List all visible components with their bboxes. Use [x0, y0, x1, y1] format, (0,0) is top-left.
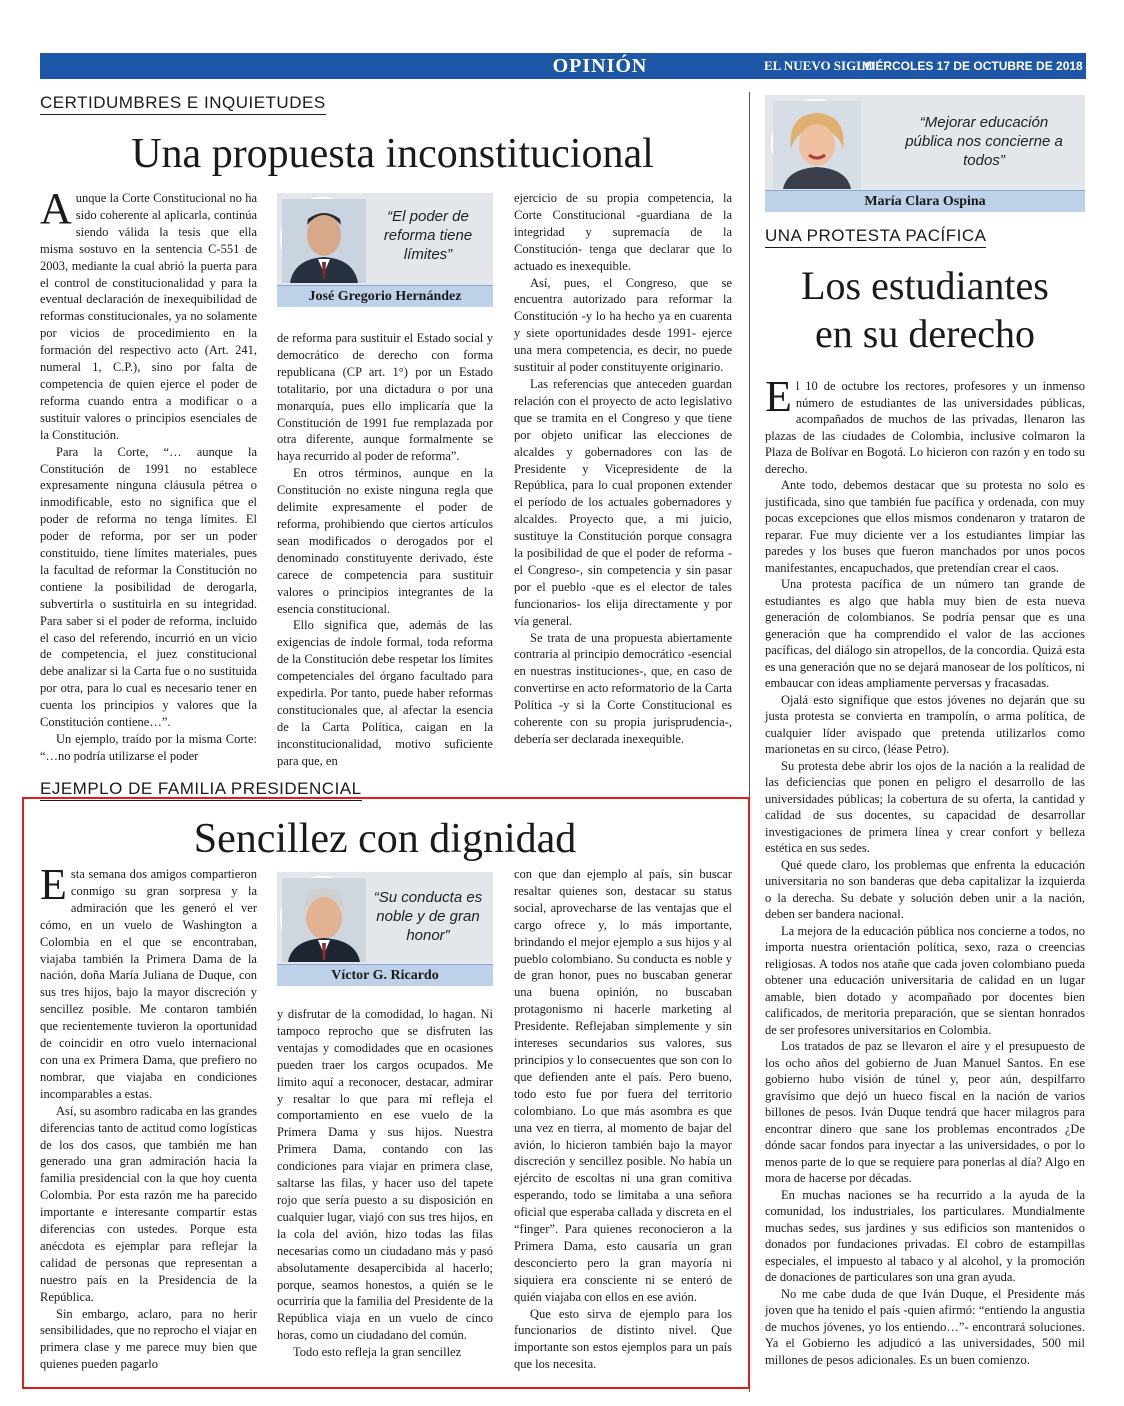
article3-kicker: UNA PROTESTA PACÍFICA [765, 226, 986, 248]
section-title: OPINIÓN [552, 55, 648, 77]
article1-paragraph: En otros términos, aunque en la Constitución no existe ninguna regla que delimite expresamente el poder de reforma, prohibiendo que ciertos artículos sean modificados o derogados por el denominado constituyente derivado, éste carece de competencia para sustituir valores o principios integrantes de la esencia constitucional. [277, 466, 493, 616]
author-name: María Clara Ospina [765, 190, 1085, 212]
article1-paragraph: Aunque la Corte Constitucional no ha sido coherente al aplicarla, continúa siendo válida la tesis que ella misma sostuvo en la sentencia C-551 de 2003, mediante la cual abrió la puerta para el control de constitucionalidad y para la eventual declaración de inexequibilidad de reformas constitucionales, ya no solamente por vicios de procedimiento en la formación del respectivo acto (Art. 241, numeral 1, C.P.), sino por falta de competencia de quien ejerce el poder de reforma cuando entra a modificar o a sustituir valores o principios esenciales de la Constitución. [40, 184, 257, 442]
article2-author-box [277, 872, 493, 986]
article1-column-2 [277, 330, 493, 768]
article2-kicker: EJEMPLO DE FAMILIA PRESIDENCIAL [40, 779, 362, 801]
article3-paragraph: El 10 de octubre los rectores, profesores y un inmenso número de estudiantes de las universidades públicas, acompañados de muchos de las privadas, llenaron las plazas de las ciudades de Colombia, inclusive colmaron la Plaza de Bolívar en Bogotá. Lo hicieron con razón y en todo su derecho. [765, 372, 1085, 476]
article3-paragraph: Qué quede claro, los problemas que enfrenta la educación universitaria no son banderas que deba capitalizar la izquierda o la derecha. Su debate y solución deben unir a la nación, deben ser bandera nacional. [765, 857, 1085, 921]
author-quote: “Mejorar educación pública nos concierne a todos” [905, 114, 1063, 169]
article1-kicker: CERTIDUMBRES E INQUIETUDES [40, 93, 326, 115]
dropcap: E [40, 860, 67, 909]
article1-author-box [277, 193, 493, 307]
article1-paragraph: Se trata de una propuesta abiertamente contraria al principio democrático -esencial en nuestras instituciones-, que, en caso de convertirse en acto reformatorio de la Carta Política -y si la Corte Constitucional es coherente con su propia jurisprudencia-, debería ser declarada inexequible. [514, 630, 732, 746]
newspaper-name: EL NUEVO SIGLO [764, 58, 875, 73]
article1-paragraph: Para la Corte, “… aunque la Constitución de 1991 no establece expresamente ninguna cláusula pétrea o inmodificable, esto no significa que el poder de reforma no tenga límites. El poder de reforma, por ser un poder constituido, tiene límites materiales, pues la facultad de reformar la Constitución no contiene la posibilidad de derogarla, subvertirla o sustituirla en su integridad. Para saber si el poder de reforma, incluido el caso del referendo, incurrió en un vicio de competencia, el juez constitucional debe analizar si la Carta fue o no sustituida por otra, para lo cual es necesario tener en cuenta los principios y valores que la Constitución contiene…”. [40, 444, 257, 730]
article2-column-1 [40, 860, 257, 1378]
article1-title: Una propuesta inconstitucional [131, 131, 654, 177]
issue-date: MIÉRCOLES 17 DE OCTUBRE DE 2018 [862, 59, 1083, 73]
article2-paragraph: Sin embargo, aclaro, para no herir sensibilidades, que no reprocho el viajar en primera clase y me parece muy bien que quienes pueden pagarlo [40, 1306, 257, 1372]
article3-paragraph: No me cabe duda de que Iván Duque, el Presidente más joven que ha tenido el país -quien afirmó: “entiendo la angustia de muchos jóvenes, yo los entiendo…”- encontrará soluciones. Ya el Gobierno les adjudicó a las universidades, 500 mil millones de pesos adicionales. Es un buen comienzo. [765, 1286, 1085, 1367]
article2-paragraph: Todo esto refleja la gran sencillez [293, 1345, 462, 1360]
article2-paragraph: Que esto sirva de ejemplo para los funcionarios de distinto nivel. Que importante son estos ejemplos para un país que los necesita. [514, 1306, 732, 1372]
article1-column-1 [40, 184, 257, 763]
author-portrait-man-icon [280, 197, 364, 281]
article2-column-3 [514, 866, 732, 1378]
article3-paragraph: Ojalá esto signifique que estos jóvenes no dejarán que su justa protesta se convierta en trampolín, o arma política, de cualquier líder avispado que pretenda utilizarlos como marionetas en su circo, (léase Petro). [765, 692, 1085, 756]
article2-paragraph: Así, su asombro radicaba en las grandes diferencias tanto de actitud como logísticas de los dos casos, que también me han generado una gran admiración hacia la familia presidencial con la que hoy cuenta Colombia. Por esta razón me ha parecido importante e interesante compartir estas diferencias con ustedes. Porque esta anécdota es ejemplar para reflejar la calidad de personas que representan a nuestro país en la Presidencia de la República. [40, 1103, 257, 1304]
article3-column [765, 372, 1085, 1378]
article3-paragraph: Una protesta pacífica de un número tan grande de estudiantes es algo que habla muy bien de esta nueva generación de colombianos. Se podría pensar que es una generación que ha comprendido el valor de las acciones pacíficas, del diálogo sin atropellos, de la concordia. Quizá esta es una generación que no se dejará manosear de los políticos, ni embaucar con ideas ampliamente perversas y fracasadas. [765, 577, 1085, 690]
article2-title: Sencillez con dignidad [193, 816, 577, 862]
author-portrait-man-icon [280, 876, 364, 960]
article1-paragraph: Así, pues, el Congreso, que se encuentra autorizado para reformar la Constitución -y lo ha hecho ya en cuarenta y siete oportunidades desde 1991- ejerce una mera competencia, es decir, no puede sustituir al poder constituyente originario. [514, 275, 732, 375]
page-number: 9A [1095, 54, 1121, 76]
article1-paragraph: Un ejemplo, traído por la misma Corte: “…no podría utilizarse el poder [40, 732, 257, 763]
article1-paragraph: Las referencias que anteceden guardan relación con el proyecto de acto legislativo que se tramita en el Congreso y que tiene por objeto unificar las elecciones de alcaldes y gobernadores con las de Presidente y Vicepresidente de la República, para lo cual proponen extender el período de los actuales gobernadores y alcaldes. Proyecto que, a mi juicio, sustituye la Constitución porque consagra la posibilidad de que el poder de reforma -el Congreso-, sin competencia y sin pasar por el pueblo -que es el elector de tales funcionarios- los elija directamente y por vía general. [514, 376, 732, 628]
dropcap: E [765, 372, 792, 421]
author-quote: “Su conducta es noble y de gran honor” [373, 889, 483, 944]
article2-column-2 [277, 1006, 493, 1378]
article2-paragraph: con que dan ejemplo al país, sin buscar resaltar quienes son, destacar su status social, aprovecharse de las ventajas que el cargo ofrece y, lo más importante, brindando el mejor ejemplo a sus hijos y al pueblo colombiano. Su conducta es noble y de gran honor, pues no buscaban generar una buena opinión, no buscaban protagonismo ni hacerle marketing al Presidente. Reflejaban simplemente y sin intereses secundarios sus valores, sus principios y lo consecuentes que son con lo que defienden ante el país. Pero bueno, todo esto fue por fuera del territorio colombiano. Lo que más asombra es que una vez en tierra, al momento de bajar del avión, lo hicieron también bajo la mayor discreción y sencillez posible. No había un ejército de escoltas ni una gran comitiva esperando, todo se limitaba a una señora oficial que esperaba callada y discreta en el “finger”. Para quienes reconocieron a la Primera Dama, esto causaría un gran desconcierto pero la gran mayoría ni siquiera era consciente ni se enteró de quién viajaba con ellos en ese avión. [514, 867, 732, 1304]
article3-author-box [765, 95, 1085, 212]
article3-paragraph: Su protesta debe abrir los ojos de la nación a la realidad de las deficiencias que ponen en peligro el desarrollo de las universidades públicas; la cobertura de su oferta, la cantidad y calidad de sus docentes, su capacidad de desarrollar investigaciones de primera línea y crear confort y belleza estética en sus sedes. [765, 758, 1085, 855]
article1-paragraph: de reforma para sustituir el Estado social y democrático de derecho con forma republicana (CP art. 1°) por un Estado totalitario, por una dictadura o por una monarquía, pues ello implicaría que la Constitución de 1991 fue remplazada por otra diferente, aunque formalmente se haya recurrido al poder de reforma”. [277, 331, 493, 464]
article3-title-line: Los estudiantes [801, 263, 1049, 308]
author-name: José Gregorio Hernández [277, 285, 493, 307]
article1-column-3 [514, 190, 732, 750]
header-bar [40, 53, 1121, 79]
article2-paragraph: Esta semana dos amigos compartieron conmigo su gran sorpresa y la admiración que les generó el ver cómo, en un vuelo de Washington a Colombia en el que se encontraban, viajaba también la Primera Dama de la nación, doña María Juliana de Duque, con sus tres hijos, bajo la mayor discreción y sencillez posible. Me contaron también que recientemente tuvieron la oportunidad de coincidir en otro vuelo internacional con una ex Primera Dama, que prefiero no nombrar, que viajaba en condiciones incomparables a estas. [40, 860, 257, 1101]
article2-paragraph: y disfrutar de la comodidad, lo hagan. Ni tampoco reprocho que se disfruten las ventajas y comodidades que en ocasiones pueden traer los cargos ocupados. Me limito aquí a reconocer, destacar, admirar y resaltar lo que para mí refleja el comportamiento en ese vuelo de la Primera Dama y sus hijos. Nuestra Primera Dama, contando con las condiciones para viajar en primera clase, saltarse las filas, y hacer uso del tapete rojo que sería puesto a su disposición en cualquier lugar, viajó con sus tres hijos, en la cola del avión, hizo todas las filas necesarias como un ciudadano más y pasó absolutamente desapercibida al hacerlo; porque, seamos honestos, a quién se le ocurriría que la familia del Presidente de la República viaja en un vuelo de cinco horas, como un ciudadano del común. [277, 1007, 493, 1343]
article1-paragraph: Ello significa que, además de las exigencias de índole formal, toda reforma de la Constitución debe respetar los límites competenciales del órgano facultado para expedirla. Por tanto, puede haber reformas constitucionales que, al afectar la esencia de la Carta Política, caigan en la inconstitucionalidad, motivo suficiente para que, en [277, 618, 493, 768]
author-quote: “El poder de reforma tiene límites” [383, 208, 473, 263]
dropcap: A [40, 184, 72, 233]
article3-title-line: en su derecho [815, 311, 1035, 356]
author-portrait-woman-icon [771, 99, 859, 187]
author-name: Víctor G. Ricardo [277, 964, 493, 986]
article3-paragraph: La mejora de la educación pública nos concierne a todos, no importa nuestra orientación política, sexo, raza o creencias religiosas. A todos nos atañe que cada joven colombiano pueda obtener una educación universitaria de calidad en un lugar amable, bien dotado y acompañado por docentes bien calificados, de meritoria preparación, que se sientan honrados de ser profesores universitarios en Colombia. [765, 923, 1085, 1037]
article3-paragraph: En muchas naciones se ha recurrido a la ayuda de la comunidad, los industriales, los particulares. Mundialmente muchas sedes, sus jardines y sus edificios son mantenidos o donados por fundaciones privadas. El cobro de estampillas especiales, el impuesto al tabaco y al alcohol, y la promoción de donaciones de particulares son una gran ayuda. [765, 1187, 1085, 1284]
article3-paragraph: Los tratados de paz se llevaron el aire y el presupuesto de los ocho años del gobierno de Juan Manuel Santos. En ese gobierno hubo visión de túnel y, peor aún, despilfarro gravísimo que dejó un hueco fiscal en la nación de varios billones de pesos. Iván Duque tendrá que hacer milagros para encontrar dinero que sane los problemas encontrados ¿De dónde sacar fondos para inyectar a las universidades, o por lo menos parte de lo que se requiere para ponerlas al día? Algo en mora de hacerse por décadas. [765, 1039, 1085, 1185]
article3-paragraph: Ante todo, debemos destacar que su protesta no solo es justificada, sino que también fue pacífica y ordenada, con muy pocas excepciones que ellos mismos condenaron y trataron de reparar. Fue muy diciente ver a los estudiantes limpiar las paredes y los buses que fueron manchados por unos pocos manifestantes, encapuchados, que pretendían crear el caos. [765, 478, 1085, 575]
article3-title [765, 262, 1085, 358]
article1-paragraph: ejercicio de su propia competencia, la Corte Constitucional -guardiana de la integridad y supremacía de la Constitución- tenga que declarar que lo actuado es inexequible. [514, 191, 732, 273]
